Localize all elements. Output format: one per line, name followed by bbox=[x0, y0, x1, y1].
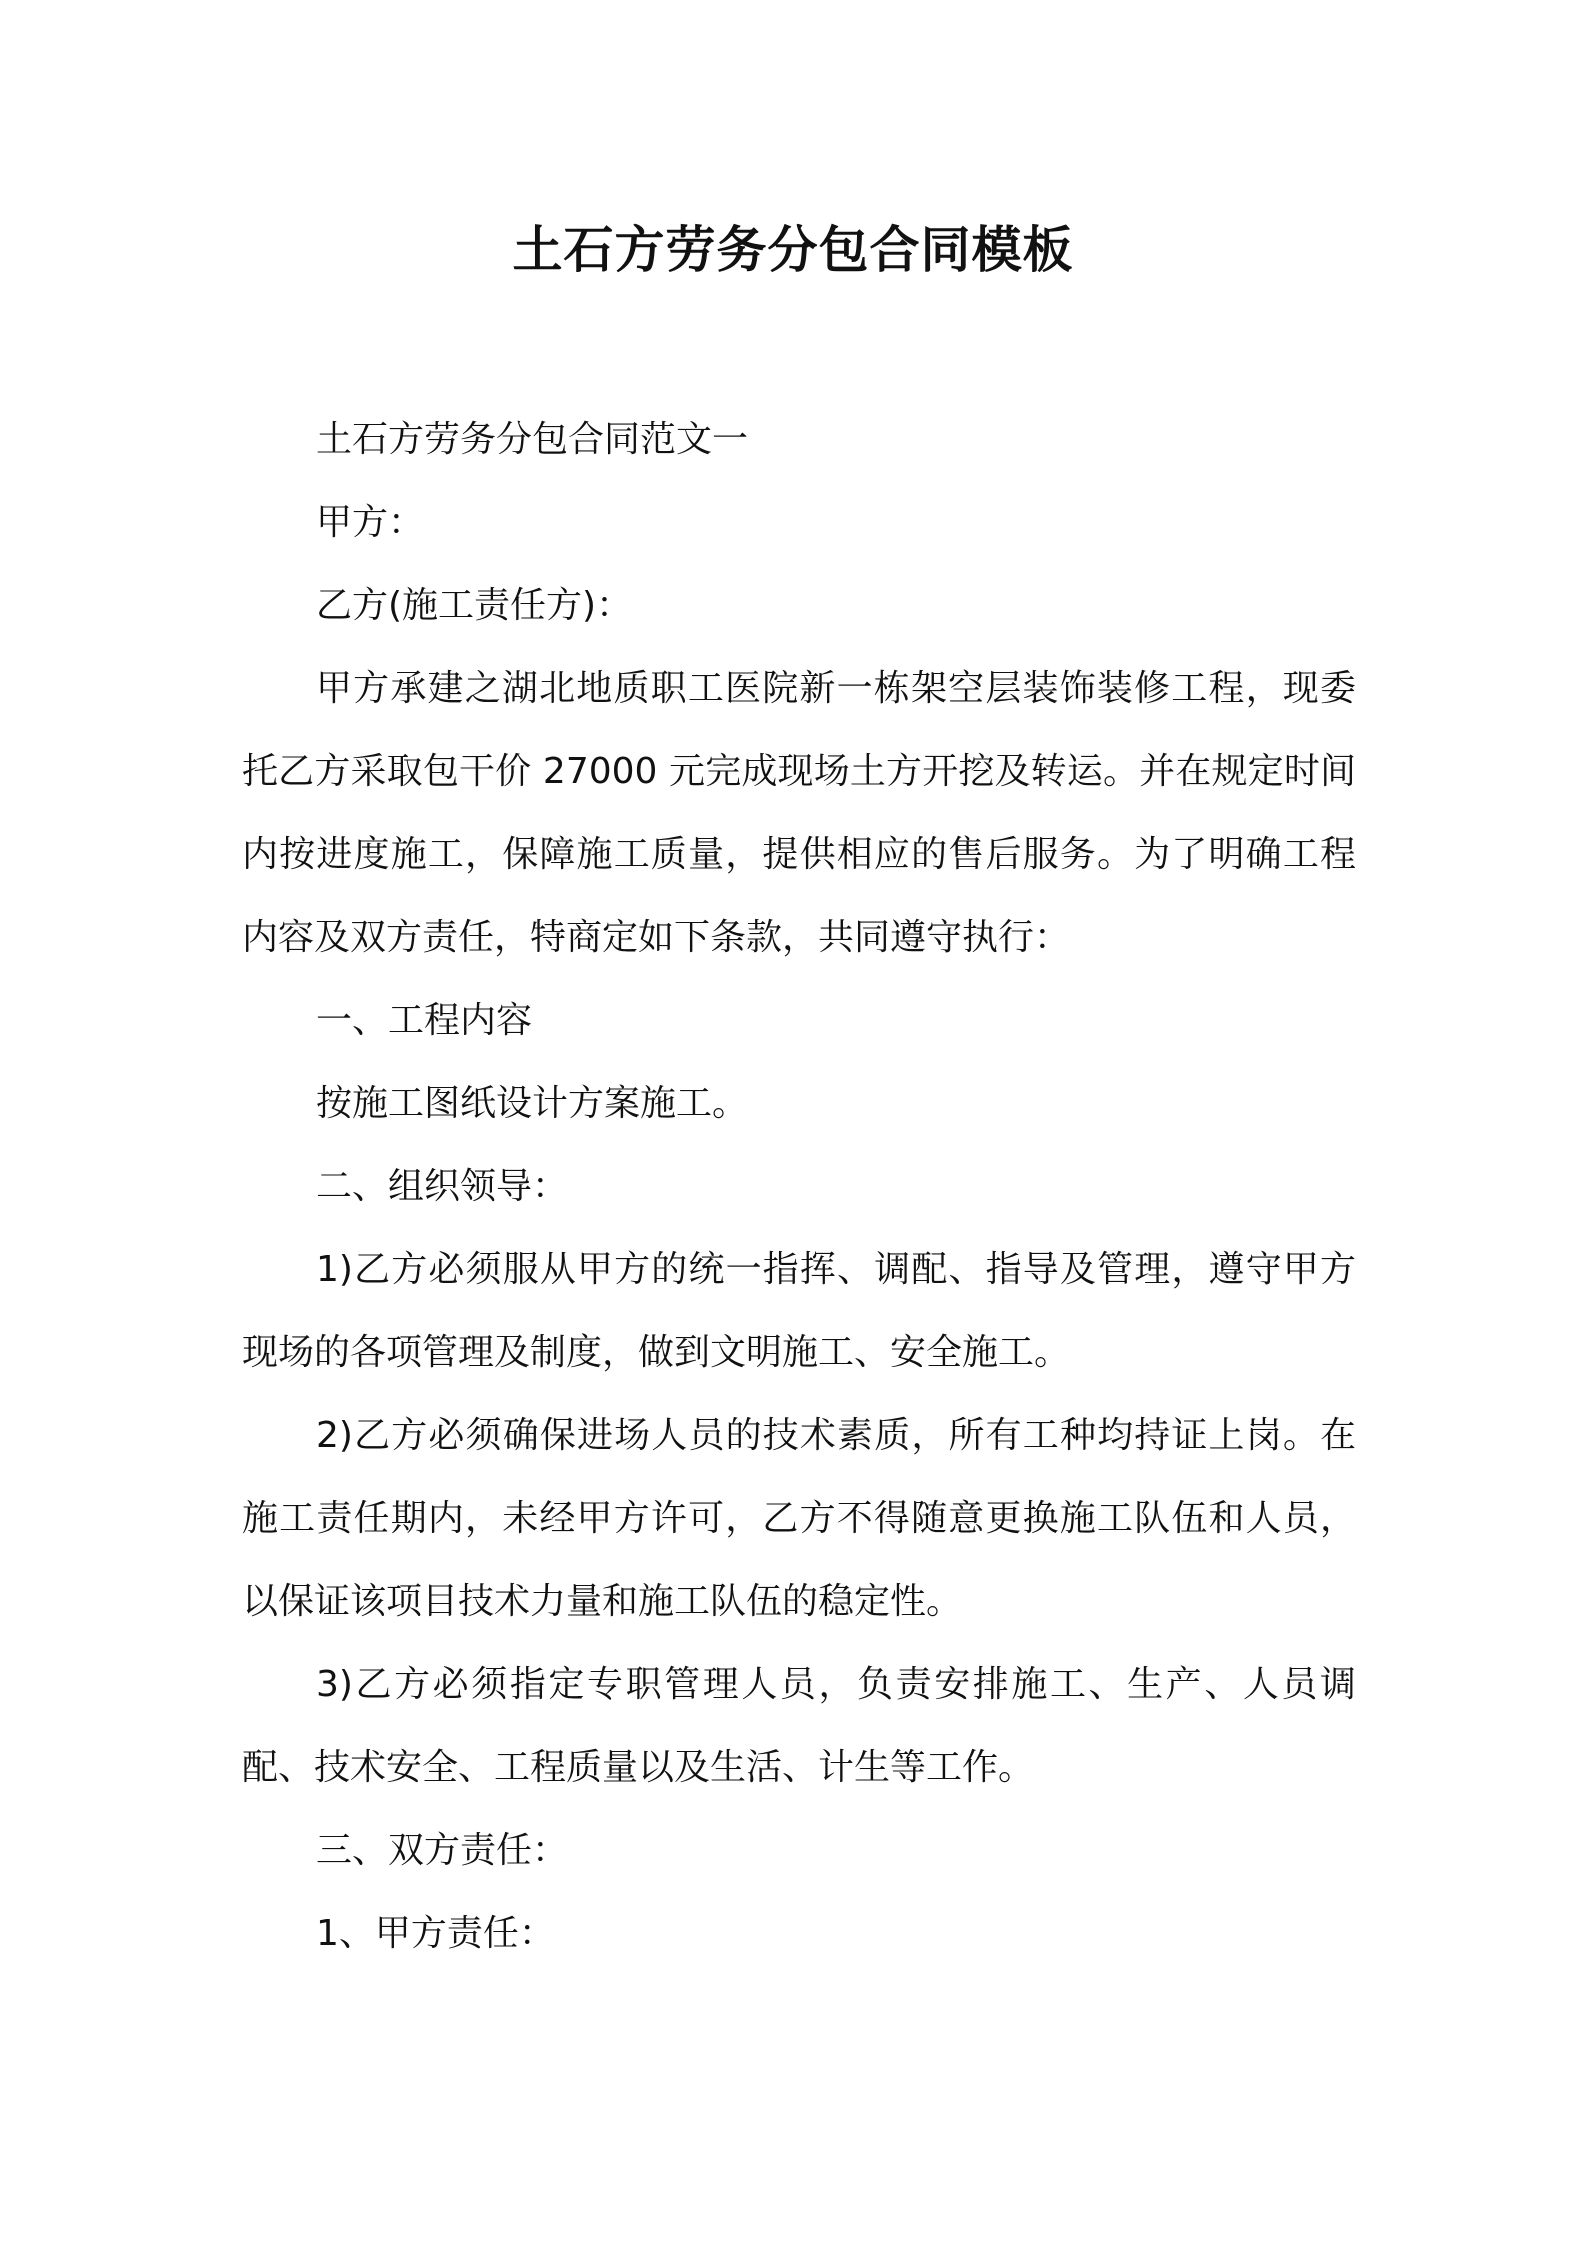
subsection-heading-party-a: 1、甲方责任： bbox=[316, 1913, 555, 1954]
document-body bbox=[242, 398, 1356, 1975]
paragraph-intro: 甲方承建之湖北地质职工医院新一栋架空层装饰装修工程，现委托乙方采取包干价 27000 元完成现场土方开挖及转运。并在规定时间内按进度施工，保障施工质量，提供相应的售后服务。为了明确工程内容及双方责任，特商定如下条款，共同遵守执行： bbox=[242, 668, 1356, 958]
paragraph-item-1: 1)乙方必须服从甲方的统一指挥、调配、指导及管理，遵守甲方现场的各项管理及制度，做到文明施工、安全施工。 bbox=[242, 1249, 1356, 1373]
section-heading-1: 一、工程内容 bbox=[316, 1000, 533, 1041]
paragraph-item-3: 3)乙方必须指定专职管理人员，负责安排施工、生产、人员调配、技术安全、工程质量以及生活、计生等工作。 bbox=[242, 1664, 1356, 1788]
section-heading-3: 三、双方责任： bbox=[316, 1830, 569, 1871]
paragraph-subtitle: 土石方劳务分包合同范文一 bbox=[316, 419, 749, 460]
paragraph-party-a: 甲方： bbox=[316, 502, 425, 543]
paragraph-section-1: 按施工图纸设计方案施工。 bbox=[316, 1083, 749, 1124]
section-heading-2: 二、组织领导： bbox=[316, 1166, 569, 1207]
paragraph-party-b: 乙方(施工责任方)： bbox=[316, 585, 633, 626]
paragraph-item-2: 2)乙方必须确保进场人员的技术素质，所有工种均持证上岗。在施工责任期内，未经甲方许可，乙方不得随意更换施工队伍和人员，以保证该项目技术力量和施工队伍的稳定性。 bbox=[242, 1415, 1356, 1622]
document-title: 土石方劳务分包合同模板 bbox=[512, 221, 1074, 279]
